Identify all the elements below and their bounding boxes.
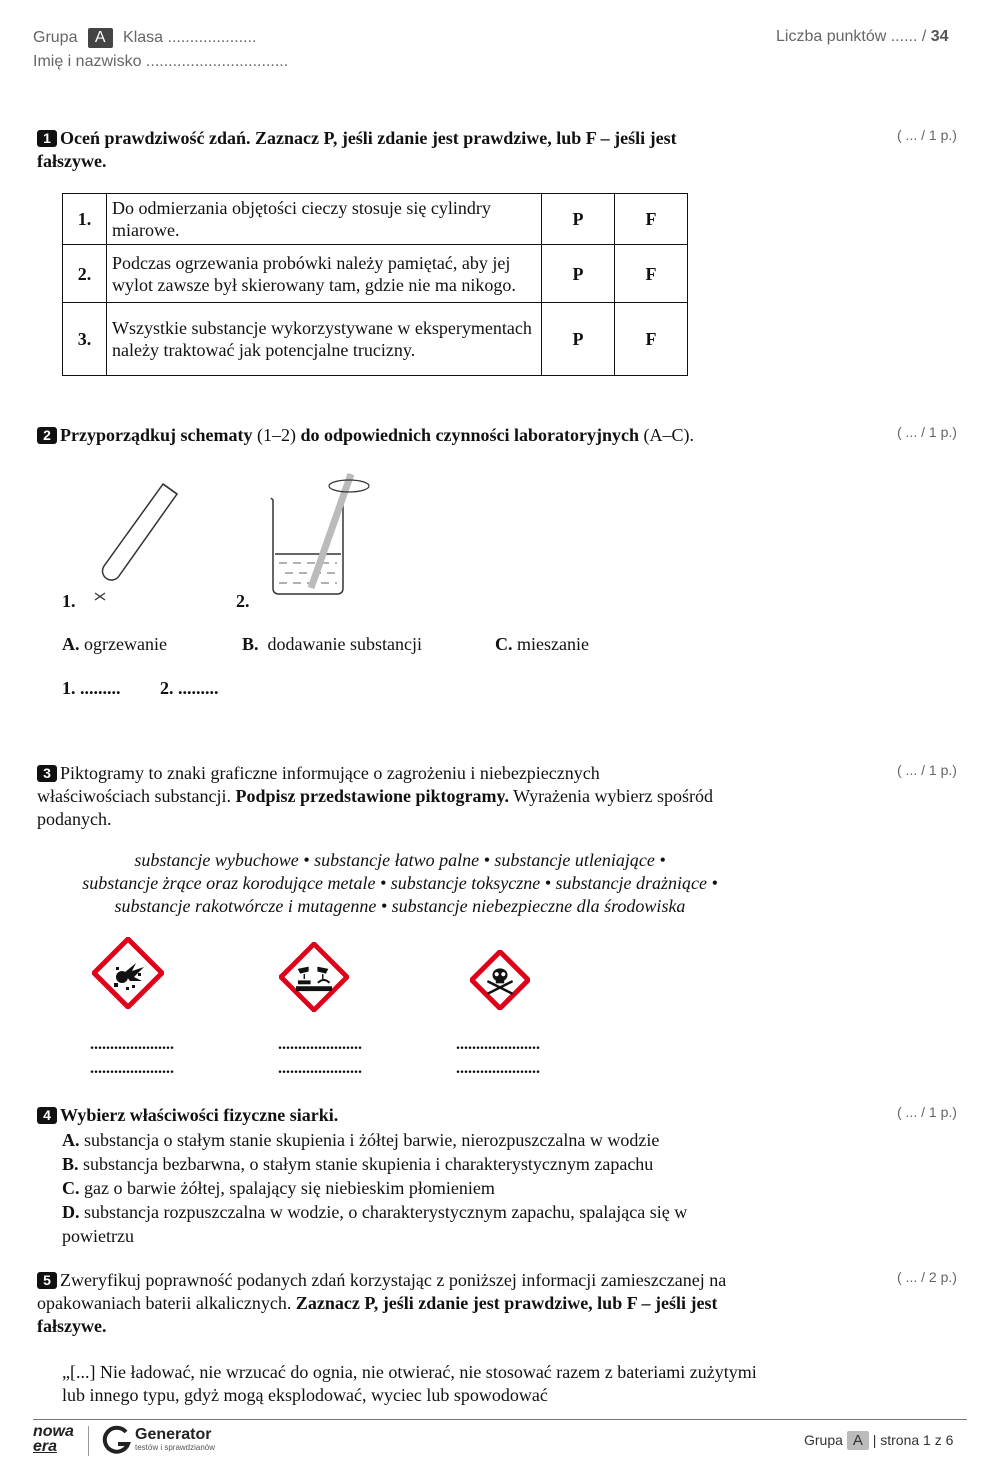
q1-table (62, 193, 688, 376)
answer-blank[interactable]: ..................... (90, 1036, 174, 1053)
q2-option-a[interactable]: A. ogrzewanie (62, 634, 167, 654)
generator-logo-text: Generator testów i sprawdzianów (135, 1426, 216, 1452)
q4-title: 4 Wybierz właściwości fizyczne siarki. (37, 1104, 737, 1127)
q4-options (62, 1128, 742, 1248)
table-row: 3. Wszystkie substancje wykorzystywane w eksperymentach należy traktować jak potencjalne trucizny. P F (63, 303, 688, 376)
true-option[interactable]: P (542, 194, 615, 245)
q4-option-a[interactable]: A. substancja o stałym stanie skupienia i żółtej barwie, nierozpuszczalna w wodzie (62, 1130, 660, 1150)
q2-option-b[interactable]: B. dodawanie substancji (242, 634, 422, 654)
q5-points: ( ... / 2 p.) (897, 1269, 957, 1285)
corrosive-pictogram-icon (279, 942, 349, 1012)
test-tube-heating-icon (85, 478, 185, 604)
class-label: Klasa .................... (123, 29, 257, 46)
false-option[interactable]: F (615, 194, 688, 245)
footer-group-badge: A (847, 1431, 869, 1450)
footer-page-info: Grupa A | strona 1 z 6 (804, 1432, 954, 1449)
q4-option-d[interactable]: D. substancja rozpuszczalna w wodzie, o charakterystycznym zapachu, spalająca się w powietrzu (62, 1202, 688, 1246)
q1-points: ( ... / 1 p.) (897, 127, 957, 143)
q3-text: 3 Piktogramy to znaki graficzne informujące o zagrożeniu i niebezpiecznych właściwościach substancji. Podpisz przedstawione piktogramy. Wyrażenia wybierz spośród podanych. (37, 763, 713, 829)
fig2-label: 2. (236, 591, 250, 611)
points-summary: Liczba punktów ...... / 34 (776, 28, 949, 45)
answer-blank[interactable]: ..................... (456, 1036, 540, 1053)
q4-option-b[interactable]: B. substancja bezbarwna, o stałym stanie skupienia i charakterystycznym zapachu (62, 1154, 654, 1174)
group-badge: A (88, 28, 113, 48)
answer-blank[interactable]: ..................... (456, 1060, 540, 1077)
false-option[interactable]: F (615, 245, 688, 303)
footer-divider (33, 1419, 967, 1420)
explosive-pictogram-icon (92, 937, 164, 1009)
fig1-label: 1. (62, 591, 76, 611)
answer-blank[interactable]: ..................... (278, 1060, 362, 1077)
q3-expression-list: substancje wybuchowe • substancje łatwo palne • substancje utleniające • substancje żrące oraz korodujące metale • substancje toksyczne • substancje drażniące • substancje rakotwórcze i mutagenne • substancje niebezpieczne dla środowiska (82, 850, 718, 916)
q4-points: ( ... / 1 p.) (897, 1104, 957, 1120)
table-row: 1. Do odmierzania objętości cieczy stosuje się cylindry miarowe. P F (63, 194, 688, 245)
q2-points: ( ... / 1 p.) (897, 424, 957, 440)
q5-text: 5 Zweryfikuj poprawność podanych zdań korzystając z poniższej informacji zamieszczanej na opakowaniach baterii alkalicznych. Zaznacz P, jeśli zdanie jest prawdziwe, lub F – jeśli jest fałszywe. (37, 1270, 727, 1336)
q5-quote: „[...] Nie ładować, nie wrzucać do ognia, nie otwierać, nie stosować razem z bateriami zużytymi lub innego typu, gdyż mogą eksplodować, wyciec lub spowodować (62, 1362, 757, 1405)
q4-option-c[interactable]: C. gaz o barwie żółtej, spalający się niebieskim płomieniem (62, 1178, 495, 1198)
false-option[interactable]: F (615, 303, 688, 376)
points-total: 34 (930, 28, 949, 45)
q2-option-c[interactable]: C. mieszanie (495, 634, 589, 654)
answer-blank[interactable]: ..................... (278, 1036, 362, 1053)
nowa-era-logo: nowa era (33, 1423, 74, 1455)
true-option[interactable]: P (542, 303, 615, 376)
true-option[interactable]: P (542, 245, 615, 303)
q3-points: ( ... / 1 p.) (897, 762, 957, 778)
q1-title: 1 Oceń prawdziwość zdań. Zaznacz P, jeśli zdanie jest prawdziwe, lub F – jeśli jest fałszywe. (37, 128, 677, 171)
logo-separator (88, 1426, 89, 1456)
q2-answer-2[interactable]: 2. ......... (160, 678, 219, 698)
q2-title: 2 Przyporządkuj schematy (1–2) do odpowiednich czynności laboratoryjnych (A–C). (37, 424, 797, 447)
answer-blank[interactable]: ..................... (90, 1060, 174, 1077)
toxic-pictogram-icon (470, 950, 530, 1010)
generator-logo-icon (100, 1424, 132, 1456)
name-label: Imię i nazwisko ................................ (33, 53, 289, 70)
header-group: Grupa A Klasa .................... (33, 29, 257, 46)
beaker-stirring-icon (265, 470, 375, 600)
q2-answer-1[interactable]: 1. ......... (62, 678, 121, 698)
table-row: 2. Podczas ogrzewania probówki należy pamiętać, aby jej wylot zawsze był skierowany tam, gdzie nie ma nikogo. P F (63, 245, 688, 303)
